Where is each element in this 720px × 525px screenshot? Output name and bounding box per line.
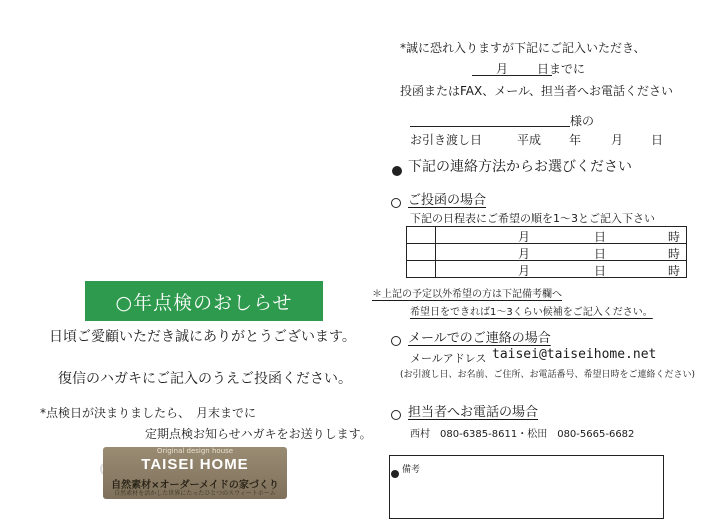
- delivery-label: お引き渡し日: [410, 133, 483, 147]
- phone-option-circle[interactable]: [391, 405, 401, 424]
- row-month: 月: [518, 247, 531, 261]
- mail-heading: ご投函の場合: [408, 193, 487, 208]
- notice-banner: ○年点検のおしらせ: [85, 281, 323, 321]
- table-row: [407, 244, 687, 261]
- methods-line: 投函またはFAX、メール、担当者へお電話ください: [400, 84, 674, 98]
- email-note: (お引渡し日、お名前、ご住所、お電話番号、希望日時をご連絡ください): [400, 370, 696, 380]
- notice-line-2: 定期点検お知らせハガキをお送りします。: [145, 427, 372, 441]
- priority-box[interactable]: [407, 261, 436, 278]
- delivery-day: 日: [651, 133, 664, 147]
- schedule-table: [406, 226, 687, 278]
- logo-brand: TAISEI HOME: [141, 456, 249, 473]
- bullet-dot-icon: [392, 161, 402, 180]
- phone-heading: 担当者へお電話の場合: [408, 405, 539, 420]
- row-day: 日: [594, 264, 607, 278]
- email-address[interactable]: taisei@taiseihome.net: [492, 347, 657, 362]
- priority-box[interactable]: [407, 244, 436, 261]
- customer-suffix: 様の: [570, 114, 595, 128]
- deadline-day: 日までに: [537, 62, 586, 76]
- logo-tagline: Original design house: [156, 447, 234, 455]
- table-row: [407, 261, 687, 278]
- choose-heading: 下記の連絡方法からお選びください: [408, 159, 632, 175]
- email-address-label: メールアドレス: [410, 352, 487, 365]
- notice-line-1: *点検日が決まりましたら、 月末までに: [40, 406, 257, 420]
- date-cell[interactable]: [436, 227, 687, 244]
- email-heading: メールでのご連絡の場合: [408, 331, 551, 346]
- delivery-month: 月: [611, 133, 624, 147]
- reply-request-text: 復信のハガキにご記入のうえご投函ください。: [58, 371, 352, 387]
- customer-name-line: [410, 126, 570, 127]
- date-cell[interactable]: [436, 261, 687, 278]
- row-day: 日: [594, 230, 607, 244]
- mail-instruction: 下記の日程表にご希望の順を1〜3とご記入下さい: [410, 212, 655, 225]
- phone-contacts: 西村 080-6385-8611・松田 080-5665-6682: [410, 429, 635, 440]
- row-time: 時: [668, 230, 681, 244]
- row-month: 月: [518, 230, 531, 244]
- request-line: *誠に恐れ入りますが下記にご記入いただき、: [400, 41, 646, 55]
- delivery-year: 年: [569, 133, 582, 147]
- notes-dot-icon: [391, 463, 399, 482]
- notes-label: 備考: [402, 465, 421, 475]
- deadline-month: 月: [496, 62, 509, 76]
- table-row: [407, 227, 687, 244]
- row-time: 時: [668, 247, 681, 261]
- logo-subtitle-small: 自然素材を活かした世界にたったひとつのスウィートホーム: [114, 490, 276, 497]
- email-option-circle[interactable]: [391, 331, 401, 350]
- notes-box[interactable]: [389, 455, 664, 519]
- row-month: 月: [518, 264, 531, 278]
- delivery-era: 平成: [517, 133, 542, 147]
- mail-note-2: 希望日をできれば1〜3くらい候補をご記入ください。: [410, 307, 653, 318]
- logo-subtitle: 自然素材×オーダーメイドの家づくり: [111, 480, 279, 491]
- mail-note-1: ＊上記の予定以外希望の方は下記備考欄へ: [372, 289, 562, 300]
- priority-box[interactable]: [407, 227, 436, 244]
- thanks-text: 日頃ご愛顧いただき誠にありがとうございます。: [49, 329, 356, 345]
- row-time: 時: [668, 264, 681, 278]
- taisei-home-logo: [103, 447, 287, 499]
- mail-option-circle[interactable]: [391, 193, 401, 212]
- row-day: 日: [594, 247, 607, 261]
- date-cell[interactable]: [436, 244, 687, 261]
